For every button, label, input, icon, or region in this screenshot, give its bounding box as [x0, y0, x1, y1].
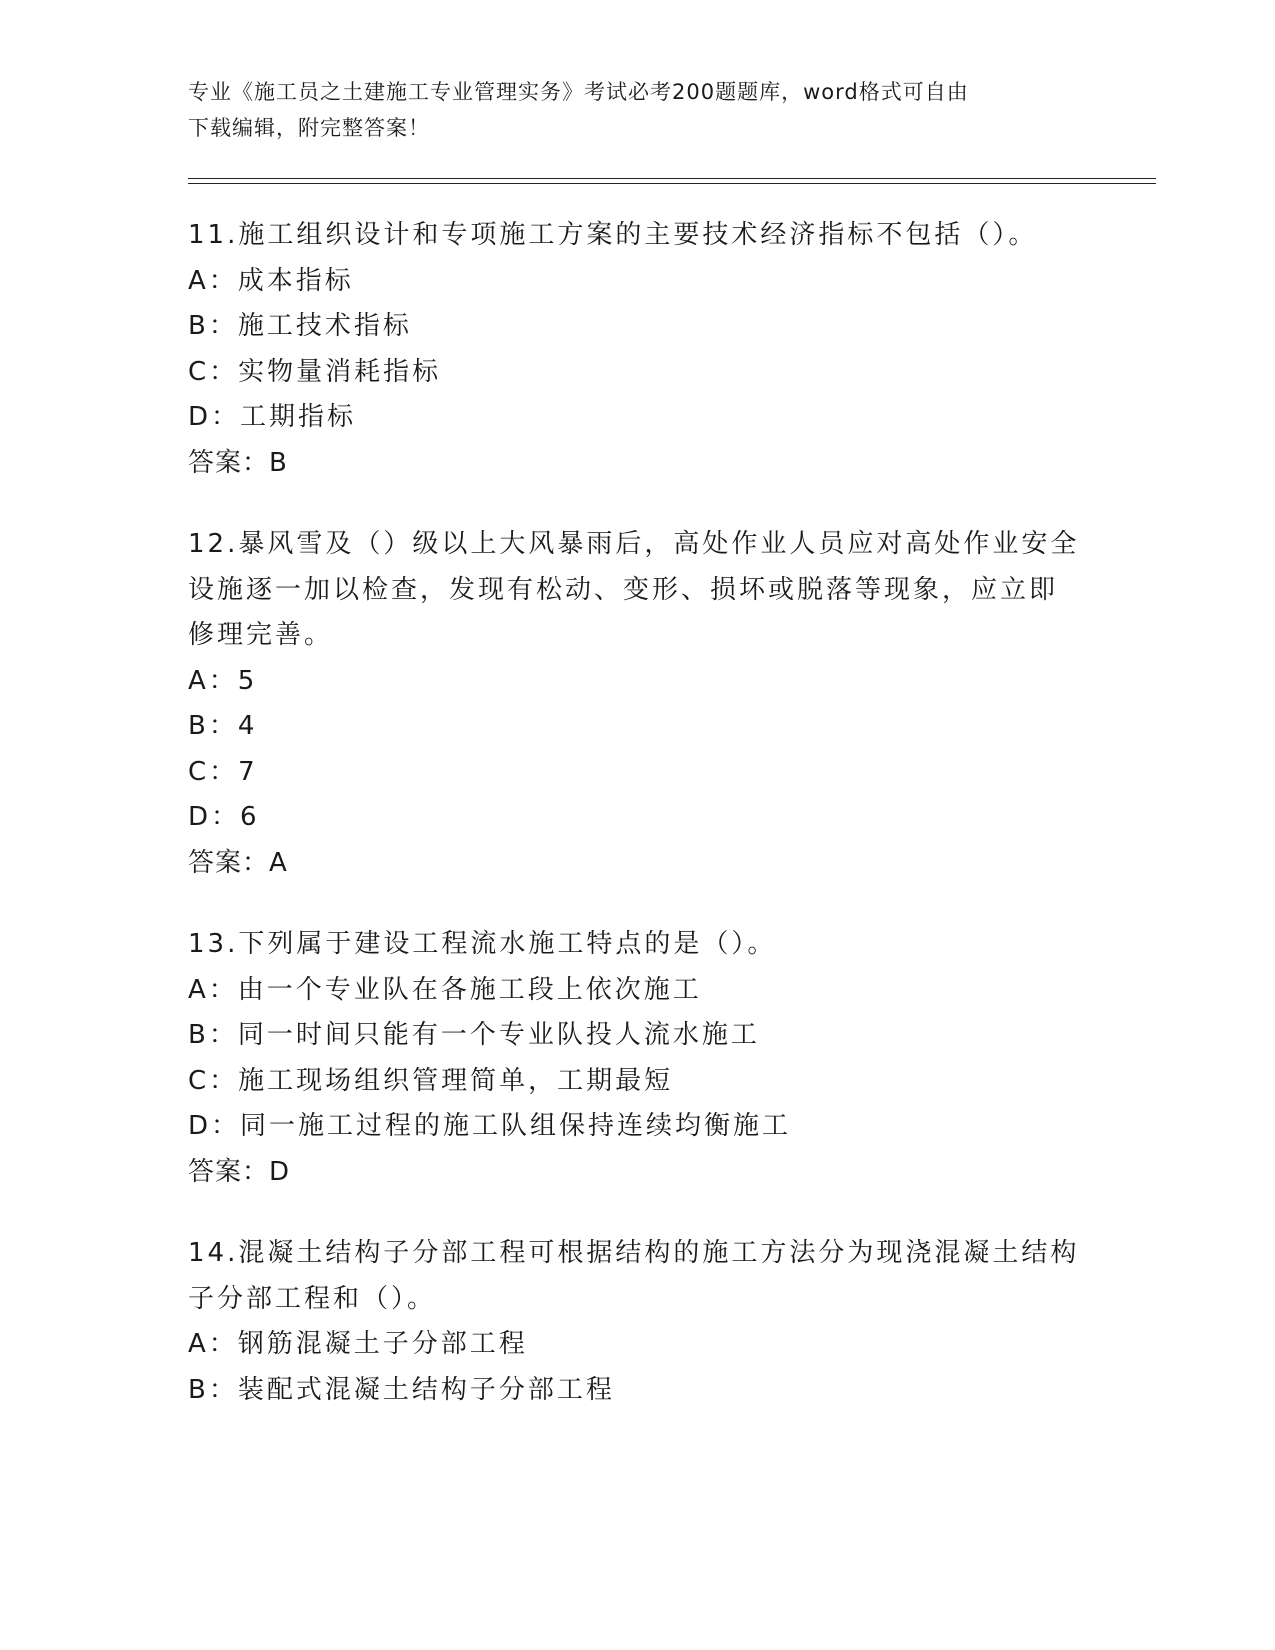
question-14	[188, 1231, 1088, 1413]
document-header	[188, 74, 1088, 146]
option-d: D：工期指标	[188, 402, 357, 432]
option-d: D：6	[188, 802, 260, 832]
question-11	[188, 213, 1088, 486]
option-b: B：4	[188, 711, 258, 741]
answer-line: 答案：B	[188, 447, 288, 478]
header-line-1: 专业《施工员之土建施工专业管理实务》考试必考200题题库，word格式可自由	[188, 80, 969, 104]
header-line-2: 下载编辑，附完整答案！	[188, 116, 430, 140]
option-a: A：成本指标	[188, 265, 354, 296]
stem-line: 14.混凝土结构子分部工程可根据结构的施工方法分为现浇混凝土结构	[188, 1238, 1080, 1268]
stem-line: 子分部工程和（）。	[188, 1283, 437, 1314]
question-stem	[188, 522, 1088, 659]
header-rule-bottom	[188, 183, 1156, 184]
option-b: B：施工技术指标	[188, 311, 412, 341]
question-stem	[188, 1231, 1088, 1322]
option-b: B：装配式混凝土结构子分部工程	[188, 1374, 615, 1405]
stem-line: 11.施工组织设计和专项施工方案的主要技术经济指标不包括（）。	[188, 220, 1038, 250]
stem-line: 设施逐一加以检查，发现有松动、变形、损坏或脱落等现象，应立即	[188, 574, 1059, 605]
option-a: A：钢筋混凝土子分部工程	[188, 1329, 528, 1359]
option-c: C：7	[188, 756, 258, 787]
option-c: C：施工现场组织管理简单，工期最短	[188, 1065, 674, 1096]
option-c: C：实物量消耗指标	[188, 356, 442, 387]
header-rule-top	[188, 178, 1156, 179]
answer-line: 答案：D	[188, 1156, 291, 1187]
option-a: A：5	[188, 665, 258, 696]
question-stem	[188, 922, 1088, 968]
stem-line: 修理完善。	[188, 620, 334, 650]
question-12	[188, 522, 1088, 886]
question-list	[188, 213, 1088, 1449]
question-stem	[188, 213, 1088, 259]
option-d: D：同一施工过程的施工队组保持连续均衡施工	[188, 1111, 792, 1141]
question-13	[188, 922, 1088, 1195]
stem-line: 13.下列属于建设工程流水施工特点的是（）。	[188, 929, 777, 959]
answer-line: 答案：A	[188, 847, 288, 878]
stem-line: 12.暴风雪及（）级以上大风暴雨后，高处作业人员应对高处作业安全	[188, 529, 1080, 559]
option-b: B：同一时间只能有一个专业队投人流水施工	[188, 1020, 760, 1050]
option-a: A：由一个专业队在各施工段上依次施工	[188, 974, 702, 1005]
